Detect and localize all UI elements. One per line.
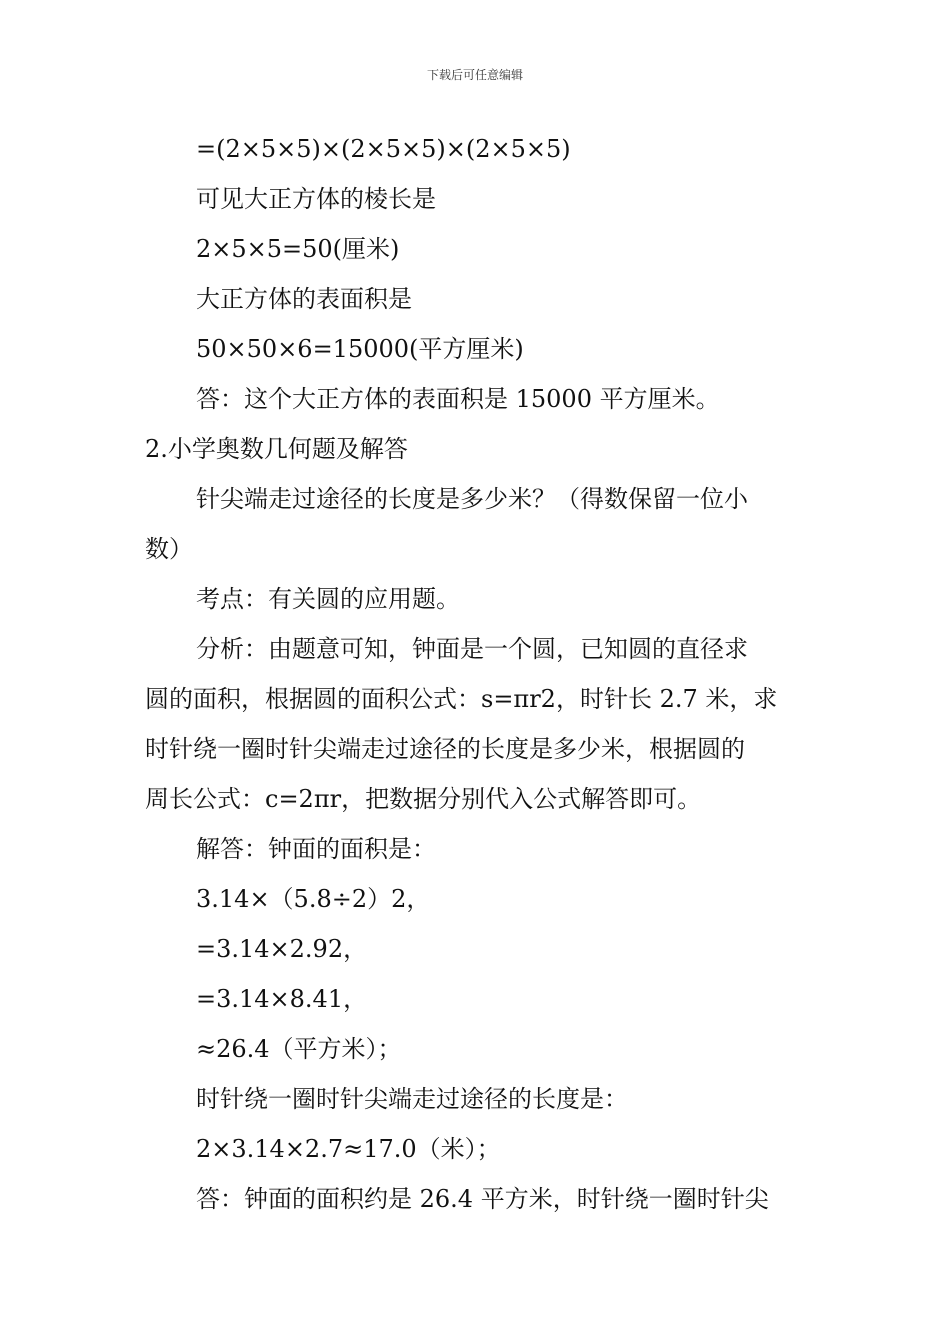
text-line: 2×5×5=50(厘米): [196, 235, 400, 263]
text-line: 数）: [145, 535, 193, 563]
text-line: 2×3.14×2.7≈17.0（米）；: [196, 1135, 501, 1163]
text-line: 时针绕一圈时针尖端走过途径的长度是：: [196, 1085, 628, 1113]
text-line: 圆的面积，根据圆的面积公式：s=πr2，时针长 2.7 米，求: [145, 685, 778, 713]
text-line: 考点：有关圆的应用题。: [196, 585, 460, 613]
document-body: [145, 124, 810, 1224]
text-line: =3.14×2.92，: [196, 935, 368, 963]
text-line: 针尖端走过途径的长度是多少米？（得数保留一位小: [196, 485, 748, 513]
text-line: 分析：由题意可知，钟面是一个圆，已知圆的直径求: [196, 635, 748, 663]
text-line: =3.14×8.41，: [196, 985, 368, 1013]
text-line: 时针绕一圈时针尖端走过途径的长度是多少米，根据圆的: [145, 735, 745, 763]
text-line: 周长公式：c=2πr，把数据分别代入公式解答即可。: [145, 785, 702, 813]
page-header: 下载后可任意编辑: [426, 68, 523, 82]
text-line: 解答：钟面的面积是：: [196, 835, 436, 863]
text-line: 答：这个大正方体的表面积是 15000 平方厘米。: [196, 385, 720, 413]
text-line: 大正方体的表面积是: [196, 285, 412, 313]
text-line: 50×50×6=15000(平方厘米): [196, 335, 524, 363]
text-line: =(2×5×5)×(2×5×5)×(2×5×5): [196, 135, 571, 163]
section-heading: 2.小学奥数几何题及解答: [145, 435, 408, 463]
text-line: 可见大正方体的棱长是: [196, 185, 436, 213]
text-line: 3.14×（5.8÷2）2，: [196, 885, 431, 913]
text-line: 答：钟面的面积约是 26.4 平方米，时针绕一圈时针尖: [196, 1185, 769, 1213]
text-line: ≈26.4（平方米）；: [196, 1035, 402, 1063]
